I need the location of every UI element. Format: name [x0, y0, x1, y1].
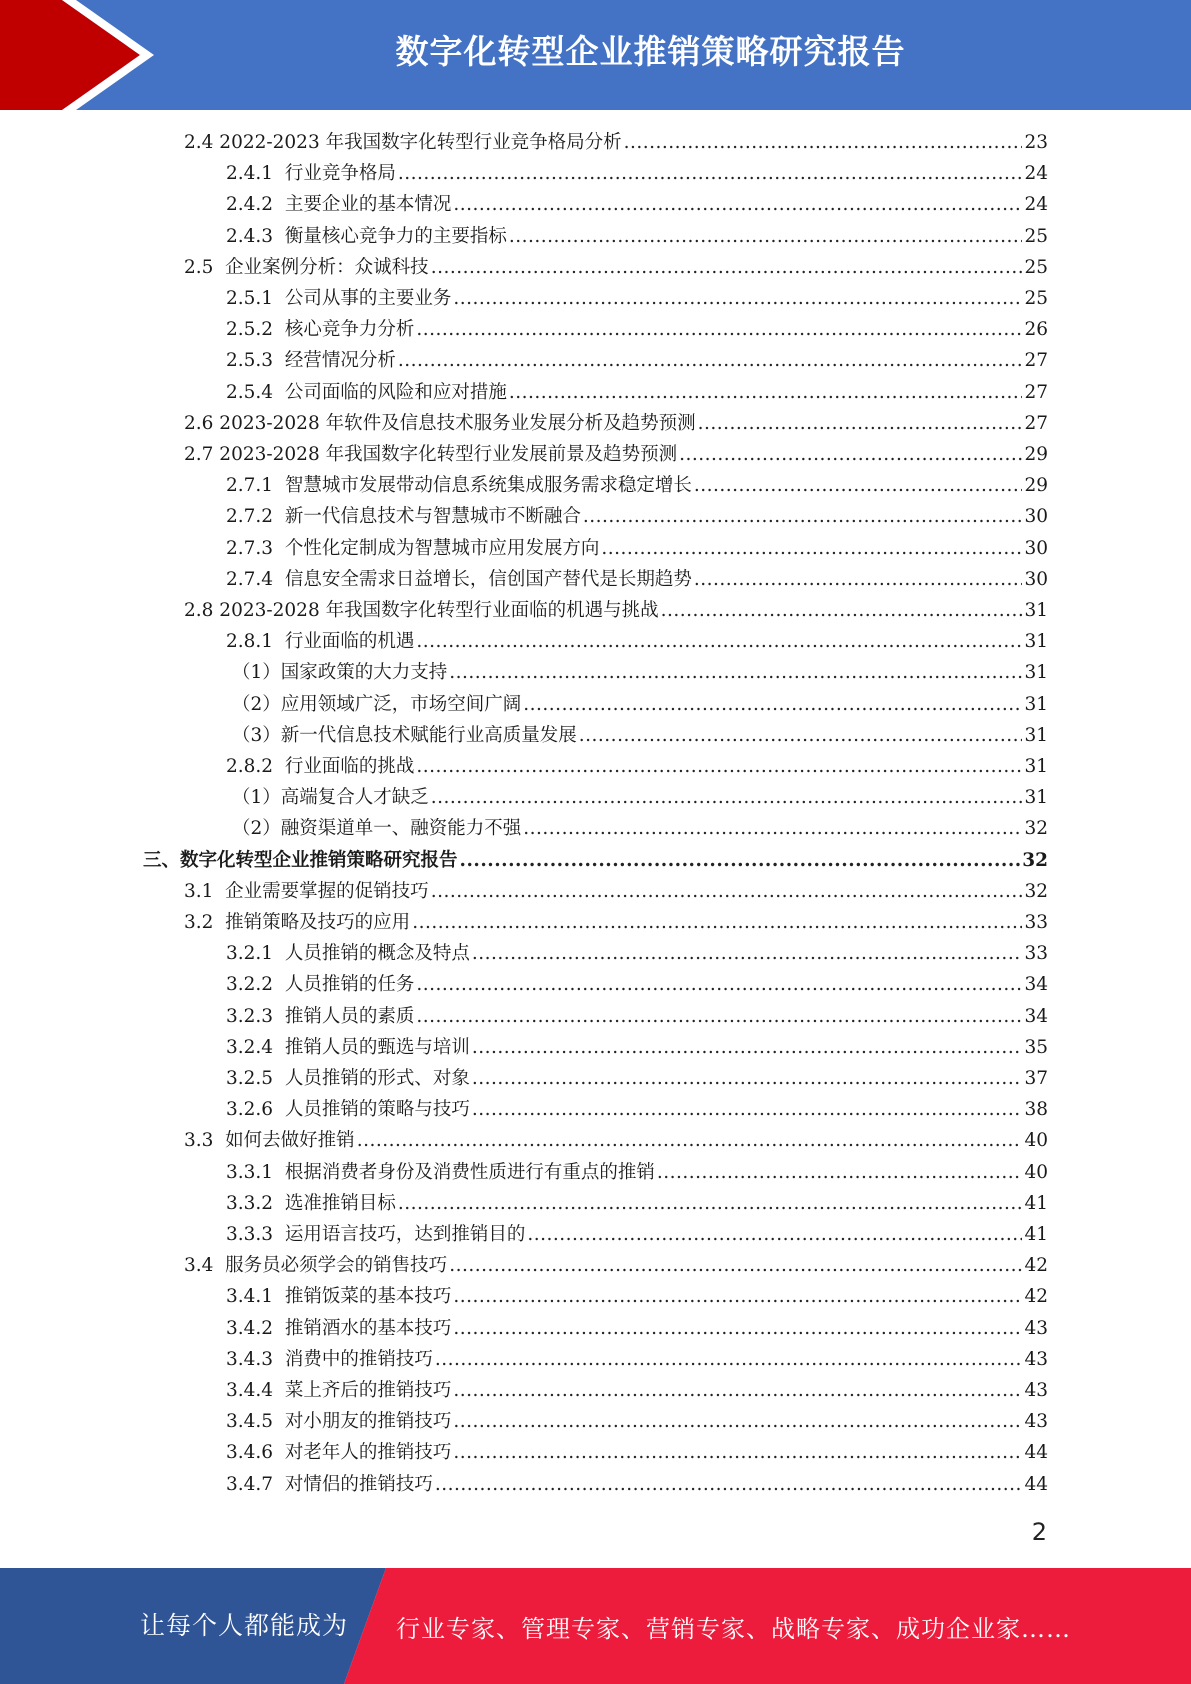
toc-entry[interactable] — [226, 938, 1048, 969]
toc-dot-leader — [449, 657, 1022, 688]
toc-dot-leader — [509, 377, 1023, 408]
toc-entry-page: 29 — [1024, 444, 1048, 465]
toc-entry-page: 42 — [1024, 1286, 1048, 1308]
toc-entry[interactable] — [226, 501, 1048, 532]
toc-entry[interactable] — [226, 1313, 1048, 1344]
toc-entry-title: 3.4.5 对小朋友的推销技巧 — [226, 1411, 452, 1433]
toc-entry-page: 37 — [1024, 1068, 1048, 1089]
toc-entry[interactable] — [226, 1188, 1048, 1219]
toc-entry-page: 27 — [1024, 350, 1048, 372]
toc-entry[interactable] — [184, 439, 1048, 470]
toc-entry-title: 2.7.4 信息安全需求日益增长，信创国产替代是长期趋势 — [226, 568, 692, 590]
toc-dot-leader — [453, 283, 1022, 314]
toc-entry-title: 3.2 推销策略及技巧的应用 — [184, 912, 411, 933]
toc-entry-title: 3.4.6 对老年人的推销技巧 — [226, 1442, 452, 1464]
toc-entry-page: 43 — [1024, 1411, 1048, 1433]
toc-entry-page: 24 — [1024, 163, 1048, 185]
toc-entry-title: 2.7.2 新一代信息技术与智慧城市不断融合 — [226, 506, 581, 528]
toc-dot-leader — [431, 252, 1023, 283]
toc-dot-leader — [694, 470, 1023, 501]
toc-entry-title: （3）新一代信息技术赋能行业高质量发展 — [232, 724, 577, 746]
toc-entry-page: 40 — [1024, 1161, 1048, 1183]
toc-entry-title: 3.3.1 根据消费者身份及消费性质进行有重点的推销 — [226, 1161, 655, 1183]
toc-entry-title: 3.4.4 菜上齐后的推销技巧 — [226, 1380, 452, 1401]
toc-entry[interactable] — [226, 564, 1048, 595]
toc-entry[interactable] — [226, 1157, 1048, 1188]
toc-dot-leader — [435, 1469, 1023, 1500]
toc-entry-title: 2.5.1 公司从事的主要业务 — [226, 288, 452, 309]
toc-entry-title: 3.4.1 推销饭菜的基本技巧 — [226, 1286, 452, 1308]
toc-entry-title: 3.3 如何去做好推销 — [184, 1130, 355, 1152]
page-number: 2 — [1031, 1518, 1047, 1546]
toc-entry-page: 31 — [1024, 756, 1048, 777]
toc-entry[interactable] — [226, 751, 1048, 782]
toc-entry-page: 43 — [1024, 1317, 1048, 1339]
toc-dot-leader — [416, 751, 1022, 782]
toc-entry-title: 2.5.2 核心竞争力分析 — [226, 319, 415, 341]
toc-entry-title: （2）应用领域广泛，市场空间广阔 — [232, 693, 522, 715]
toc-entry-title: 3.2.3 推销人员的素质 — [226, 1005, 415, 1027]
toc-entry-title: （1）高端复合人才缺乏 — [232, 787, 429, 809]
toc-dot-leader — [431, 876, 1023, 907]
toc-entry-title: 3.2.1 人员推销的概念及特点 — [226, 943, 470, 965]
toc-entry[interactable] — [184, 252, 1048, 283]
toc-entry[interactable] — [226, 221, 1048, 252]
toc-dot-leader — [694, 564, 1023, 595]
toc-entry[interactable] — [226, 189, 1048, 220]
toc-dot-leader — [472, 1032, 1023, 1063]
toc-entry-title: 3.1 企业需要掌握的促销技巧 — [184, 880, 429, 902]
toc-entry-page: 30 — [1024, 506, 1048, 528]
toc-entry-title: 2.4 2022-2023 年我国数字化转型行业竞争格局分析 — [184, 132, 622, 153]
toc-dot-leader — [624, 127, 1023, 158]
toc-dot-leader — [431, 782, 1023, 813]
page-footer — [0, 1568, 1191, 1684]
toc-entry-title: 3.2.4 推销人员的甄选与培训 — [226, 1036, 470, 1058]
toc-entry[interactable] — [226, 1469, 1048, 1500]
toc-entry[interactable] — [226, 1032, 1048, 1063]
toc-entry-page: 27 — [1024, 412, 1048, 434]
toc-dot-leader — [412, 907, 1022, 938]
toc-entry[interactable] — [226, 345, 1048, 376]
toc-entry-page: 27 — [1024, 381, 1048, 403]
toc-dot-leader — [527, 1219, 1022, 1250]
toc-entry[interactable] — [184, 876, 1048, 907]
toc-entry-page: 25 — [1024, 225, 1048, 247]
toc-entry-page: 41 — [1024, 1224, 1048, 1245]
footer-slogan: 让每个人都能成为 — [140, 1611, 349, 1640]
toc-dot-leader — [460, 845, 1021, 876]
page-header — [0, 0, 1191, 110]
toc-entry-title: 2.7 2023-2028 年我国数字化转型行业发展前景及趋势预测 — [184, 444, 678, 465]
toc-entry-title: 2.7.3 个性化定制成为智慧城市应用发展方向 — [226, 537, 600, 559]
toc-dot-leader — [398, 158, 1023, 189]
toc-entry[interactable] — [232, 720, 1048, 751]
toc-entry-page: 30 — [1024, 568, 1048, 590]
toc-entry[interactable] — [143, 845, 1048, 876]
toc-entry-page: 34 — [1024, 974, 1048, 996]
toc-entry-title: 三、数字化转型企业推销策略研究报告 — [143, 849, 458, 871]
toc-entry-title: 2.4.1 行业竞争格局 — [226, 163, 396, 185]
toc-entry[interactable] — [184, 127, 1048, 158]
toc-entry-title: 2.8.2 行业面临的挑战 — [226, 756, 415, 777]
toc-entry[interactable] — [184, 1250, 1048, 1281]
toc-entry-page: 30 — [1024, 537, 1048, 559]
toc-entry-page: 31 — [1024, 724, 1048, 746]
toc-dot-leader — [523, 813, 1022, 844]
toc-dot-leader — [416, 314, 1022, 345]
toc-entry-title: 3.4 服务员必须学会的销售技巧 — [184, 1255, 448, 1277]
toc-entry-title: （2）融资渠道单一、融资能力不强 — [232, 818, 522, 840]
toc-dot-leader — [601, 533, 1022, 564]
toc-entry[interactable] — [226, 377, 1048, 408]
toc-entry-page: 43 — [1024, 1348, 1048, 1370]
toc-dot-leader — [472, 1063, 1023, 1094]
toc-entry[interactable] — [184, 907, 1048, 938]
toc-dot-leader — [453, 1281, 1022, 1312]
toc-entry[interactable] — [226, 1001, 1048, 1032]
toc-entry[interactable] — [226, 158, 1048, 189]
toc-dot-leader — [416, 1001, 1022, 1032]
toc-entry-page: 33 — [1024, 943, 1048, 965]
toc-dot-leader — [453, 1313, 1022, 1344]
toc-entry[interactable] — [184, 595, 1048, 626]
toc-entry-page: 38 — [1024, 1099, 1048, 1121]
toc-entry-title: 2.7.1 智慧城市发展带动信息系统集成服务需求稳定增长 — [226, 475, 692, 497]
toc-entry-title: 3.2.6 人员推销的策略与技巧 — [226, 1099, 470, 1121]
toc-entry-title: 2.5 企业案例分析：众诚科技 — [184, 256, 429, 278]
toc-dot-leader — [453, 1406, 1022, 1437]
toc-entry-title: 3.2.5 人员推销的形式、对象 — [226, 1068, 470, 1089]
toc-entry-title: 3.3.3 运用语言技巧，达到推销目的 — [226, 1224, 526, 1245]
toc-dot-leader — [416, 626, 1022, 657]
toc-entry-page: 26 — [1024, 319, 1048, 341]
toc-entry-title: 3.2.2 人员推销的任务 — [226, 974, 415, 996]
toc-entry-page: 25 — [1024, 256, 1048, 278]
toc-dot-leader — [357, 1125, 1023, 1156]
toc-entry[interactable] — [226, 314, 1048, 345]
toc-entry[interactable] — [184, 1125, 1048, 1156]
toc-dot-leader — [583, 501, 1023, 532]
toc-dot-leader — [698, 408, 1023, 439]
toc-entry[interactable] — [226, 1437, 1048, 1468]
toc-dot-leader — [509, 221, 1023, 252]
toc-dot-leader — [398, 345, 1023, 376]
toc-dot-leader — [449, 1250, 1022, 1281]
toc-entry[interactable] — [226, 969, 1048, 1000]
toc-entry-page: 31 — [1024, 787, 1048, 809]
footer-roles: 行业专家、管理专家、营销专家、战略专家、成功企业家…… — [396, 1615, 1071, 1643]
toc-entry-title: 3.4.7 对情侣的推销技巧 — [226, 1473, 433, 1495]
toc-dot-leader — [453, 1437, 1022, 1468]
toc-entry-page: 32 — [1024, 818, 1048, 840]
toc-entry-page: 23 — [1024, 132, 1048, 153]
toc-entry-title: 2.8.1 行业面临的机遇 — [226, 631, 415, 653]
toc-entry[interactable] — [226, 1344, 1048, 1375]
toc-entry[interactable] — [226, 533, 1048, 564]
toc-dot-leader — [416, 969, 1022, 1000]
toc-entry-page: 41 — [1024, 1192, 1048, 1214]
toc-entry-page: 44 — [1024, 1473, 1048, 1495]
toc-entry-title: 2.6 2023-2028 年软件及信息技术服务业发展分析及趋势预测 — [184, 412, 696, 434]
toc-entry-page: 25 — [1024, 288, 1048, 309]
toc-entry-page: 42 — [1024, 1255, 1048, 1277]
toc-entry[interactable] — [226, 283, 1048, 314]
toc-dot-leader — [523, 689, 1022, 720]
toc-entry[interactable] — [226, 1219, 1048, 1250]
toc-entry-page: 31 — [1024, 662, 1048, 684]
toc-entry[interactable] — [226, 1406, 1048, 1437]
toc-entry-page: 31 — [1024, 600, 1048, 621]
toc-entry[interactable] — [232, 782, 1048, 813]
toc-dot-leader — [657, 1157, 1023, 1188]
toc-entry-title: 2.4.3 衡量核心竞争力的主要指标 — [226, 225, 507, 247]
toc-entry-title: 3.4.2 推销酒水的基本技巧 — [226, 1317, 452, 1339]
toc-entry-page: 29 — [1024, 475, 1048, 497]
toc-entry-page: 43 — [1024, 1380, 1048, 1401]
toc-entry-page: 32 — [1022, 849, 1048, 871]
toc-entry[interactable] — [226, 1281, 1048, 1312]
toc-entry[interactable] — [226, 626, 1048, 657]
toc-entry-title: 2.8 2023-2028 年我国数字化转型行业面临的机遇与挑战 — [184, 600, 659, 621]
toc-dot-leader — [398, 1188, 1023, 1219]
toc-dot-leader — [472, 938, 1023, 969]
toc-dot-leader — [579, 720, 1023, 751]
toc-entry-page: 31 — [1024, 693, 1048, 715]
toc-entry[interactable] — [232, 813, 1048, 844]
toc-entry-title: 3.4.3 消费中的推销技巧 — [226, 1348, 433, 1370]
toc-entry[interactable] — [226, 470, 1048, 501]
toc-entry[interactable] — [184, 408, 1048, 439]
toc-entry-page: 31 — [1024, 631, 1048, 653]
toc-entry-page: 32 — [1024, 880, 1048, 902]
toc-entry-page: 34 — [1024, 1005, 1048, 1027]
toc-dot-leader — [453, 189, 1022, 220]
toc-dot-leader — [453, 1375, 1022, 1406]
toc-entry-title: （1）国家政策的大力支持 — [232, 662, 448, 684]
toc-entry[interactable] — [232, 689, 1048, 720]
toc-dot-leader — [661, 595, 1023, 626]
toc-dot-leader — [679, 439, 1022, 470]
toc-entry-page: 33 — [1024, 912, 1048, 933]
toc-entry-page: 35 — [1024, 1036, 1048, 1058]
toc-entry[interactable] — [226, 1375, 1048, 1406]
toc-entry-title: 2.5.4 公司面临的风险和应对措施 — [226, 381, 507, 403]
header-title: 数字化转型企业推销策略研究报告 — [395, 32, 906, 71]
toc-entry-title: 2.4.2 主要企业的基本情况 — [226, 194, 452, 216]
toc-entry-page: 40 — [1024, 1130, 1048, 1152]
toc-dot-leader — [472, 1094, 1023, 1125]
toc-entry-title: 2.5.3 经营情况分析 — [226, 350, 396, 372]
toc-entry[interactable] — [232, 657, 1048, 688]
toc-entry[interactable] — [226, 1094, 1048, 1125]
toc-entry-page: 44 — [1024, 1442, 1048, 1464]
toc-dot-leader — [435, 1344, 1023, 1375]
toc-entry[interactable] — [226, 1063, 1048, 1094]
toc-entry-title: 3.3.2 选准推销目标 — [226, 1192, 396, 1214]
toc-entry-page: 24 — [1024, 194, 1048, 216]
